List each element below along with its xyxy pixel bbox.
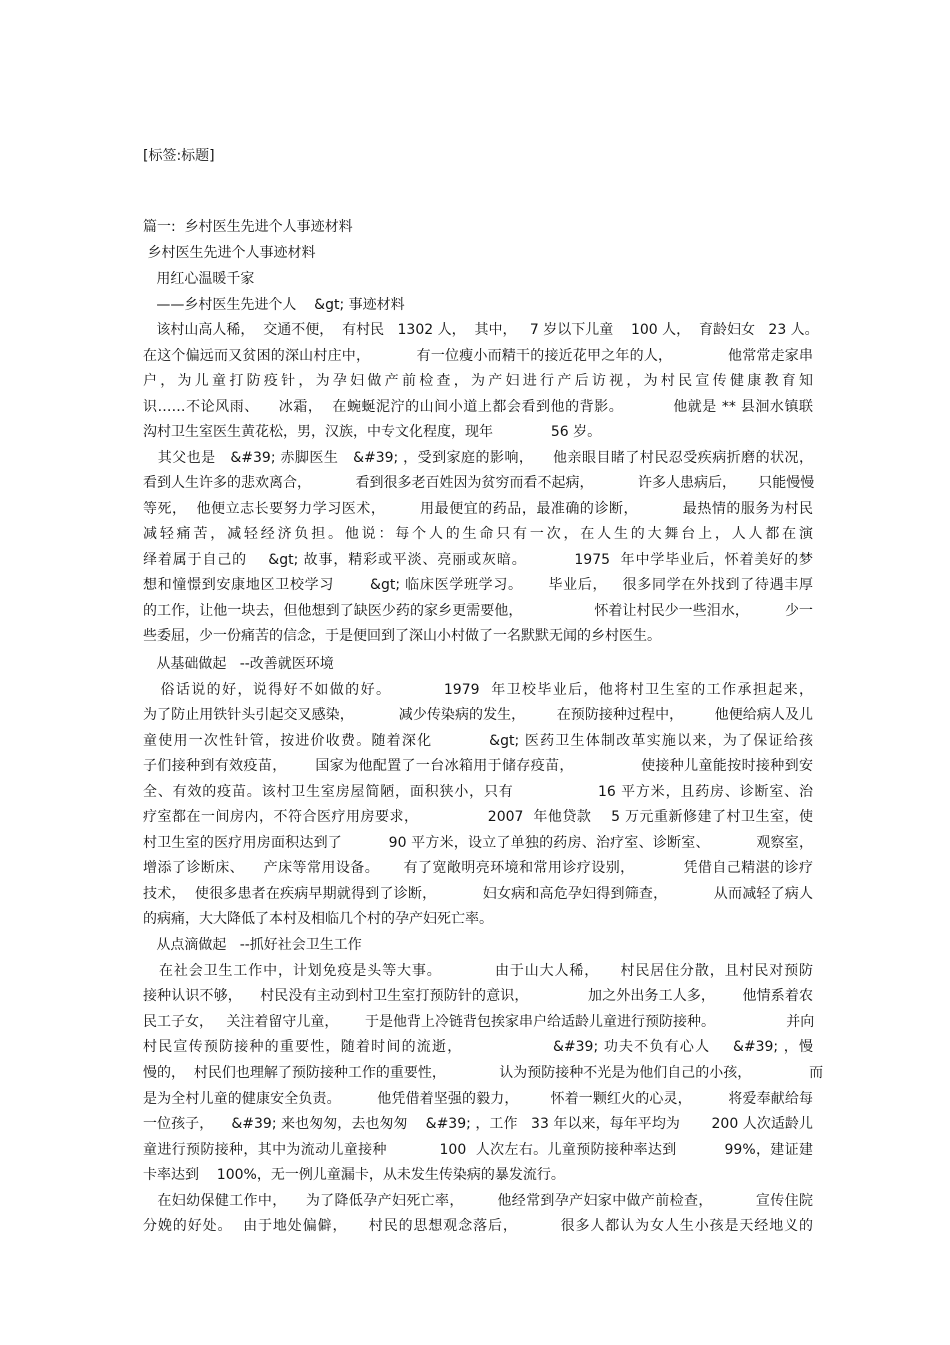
- text-line: ——乡村医生先进个人 &gt; 事迹材料: [143, 297, 405, 313]
- text-line: 是为全村儿童的健康安全负责。 他凭借着坚强的毅力， 怀着一颗红火的心灵， 将爱奉献给每: [143, 1091, 813, 1107]
- text-line: 想和憧憬到安康地区卫校学习 &gt; 临床医学班学习。 毕业后， 很多同学在外找到了待遇丰厚: [143, 577, 813, 593]
- text-line: 村卫生室的医疗用房面积达到了 90 平方米，设立了单独的药房、治疗室、诊断室、 观察室，: [143, 835, 813, 851]
- text-line: 该村山高人稀， 交通不便， 有村民 1302 人， 其中， 7 岁以下儿童 100 人， 育龄妇女 23 人。: [143, 322, 819, 338]
- text-line: 童使用一次性针管，按进价收费。随着深化 &gt; 医药卫生体制改革实施以来，为了保证给孩: [143, 733, 813, 749]
- text-line: 俗话说的好，说得好不如做的好。 1979 年卫校毕业后，他将村卫生室的工作承担起来，: [143, 682, 813, 698]
- text-line: 疗室都在一间房内，不符合医疗用房要求， 2007 年他贷款 5 万元重新修建了村卫生室，使: [143, 809, 813, 825]
- text-line: 从基础做起 --改善就医环境: [143, 656, 334, 672]
- text-line: 为了防止用铁针头引起交叉感染， 减少传染病的发生， 在预防接种过程中， 他便给病人及儿: [143, 707, 813, 723]
- text-line: 村民宣传预防接种的重要性，随着时间的流逝， &#39; 功夫不负有心人 &#39; ，慢: [143, 1039, 813, 1055]
- text-line: 在这个偏远而又贫困的深山村庄中， 有一位瘦小而精干的接近花甲之年的人， 他常常走家串: [143, 348, 813, 364]
- tag-line: [标签:标题]: [143, 148, 215, 164]
- text-line: 民工子女， 关注着留守儿童， 于是他背上冷链背包挨家串户给适龄儿童进行预防接种。 并向: [143, 1014, 815, 1030]
- text-line: 卡率达到 100%，无一例儿童漏卡，从未发生传染病的暴发流行。: [143, 1167, 565, 1183]
- text-line: 户，为儿童打防疫针，为孕妇做产前检查，为产妇进行产后访视，为村民宣传健康教育知: [143, 373, 813, 389]
- text-line: 识……不论风雨、 冰霜， 在蜿蜒泥泞的山间小道上都会看到他的背影。 他就是 ** 县洄水镇联: [143, 399, 813, 415]
- text-line: 在社会卫生工作中，计划免疫是头等大事。 由于山大人稀， 村民居住分散，且村民对预防: [143, 963, 813, 979]
- text-line: 从点滴做起 --抓好社会卫生工作: [143, 937, 362, 953]
- text-line: 增添了诊断床、 产床等常用设备。 有了宽敞明亮环境和常用诊疗设别， 凭借自己精湛的诊疗: [143, 860, 813, 876]
- text-line: 绎着属于自己的 &gt; 故事，精彩或平淡、亮丽或灰暗。 1975 年中学毕业后，怀着美好的梦: [143, 552, 813, 568]
- text-line: 慢的， 村民们也理解了预防接种工作的重要性， 认为预防接种不光是为他们自己的小孩， 而: [143, 1065, 824, 1081]
- text-line: 技术， 使很多患者在疾病早期就得到了诊断， 妇女病和高危孕妇得到筛查， 从而减轻了病人: [143, 886, 813, 902]
- text-line: 子们接种到有效疫苗， 国家为他配置了一台冰箱用于储存疫苗， 使接种儿童能按时接种到安: [143, 758, 813, 774]
- text-line: 的工作，让他一块去，但他想到了缺医少药的家乡更需要他， 怀着让村民少一些泪水， 少一: [143, 603, 813, 619]
- text-line: 一位孩子， &#39; 来也匆匆，去也匆匆 &#39; ，工作 33 年以来，每年平均为 200 人次适龄儿: [143, 1116, 813, 1132]
- text-line: 等死， 他便立志长要努力学习医术， 用最便宜的药品，最准确的诊断， 最热情的服务为村民: [143, 501, 813, 517]
- text-line: 看到人生许多的悲欢离合， 看到很多老百姓因为贫穷而看不起病， 许多人患病后， 只能慢慢: [143, 475, 815, 491]
- text-line: 接种认识不够， 村民没有主动到村卫生室打预防针的意识， 加之外出务工人多， 他情系着农: [143, 988, 813, 1004]
- text-line: 其父也是 &#39; 赤脚医生 &#39; ，受到家庭的影响， 他亲眼目睹了村民忍受疾病折磨的状况，: [143, 450, 813, 466]
- text-line: 些委屈，少一份痛苦的信念，于是便回到了深山小村做了一名默默无闻的乡村医生。: [143, 628, 661, 644]
- text-line: 在妇幼保健工作中， 为了降低孕产妇死亡率， 他经常到孕产妇家中做产前检查， 宣传住院: [143, 1193, 813, 1209]
- text-line: 分娩的好处。 由于地处偏僻， 村民的思想观念落后， 很多人都认为女人生小孩是天经地义的: [143, 1218, 813, 1234]
- text-line: 童进行预防接种，其中为流动儿童接种 100 人次左右。儿童预防接种率达到 99%，建证建: [143, 1142, 813, 1158]
- text-line: 乡村医生先进个人事迹材料: [143, 245, 316, 261]
- section-heading: 篇一: 乡村医生先进个人事迹材料: [143, 219, 353, 235]
- text-line: 沟村卫生室医生黄花松，男，汉族，中专文化程度，现年 56 岁。: [143, 424, 602, 440]
- text-line: 减轻痛苦，减轻经济负担。他说：每个人的生命只有一次，在人生的大舞台上，人人都在演: [143, 526, 813, 542]
- text-line: 用红心温暖千家: [143, 271, 255, 287]
- text-line: 的病痛，大大降低了本村及相临几个村的孕产妇死亡率。: [143, 911, 493, 927]
- text-line: 全、有效的疫苗。该村卫生室房屋简陋，面积狭小，只有 16 平方米，且药房、诊断室、治: [143, 784, 813, 800]
